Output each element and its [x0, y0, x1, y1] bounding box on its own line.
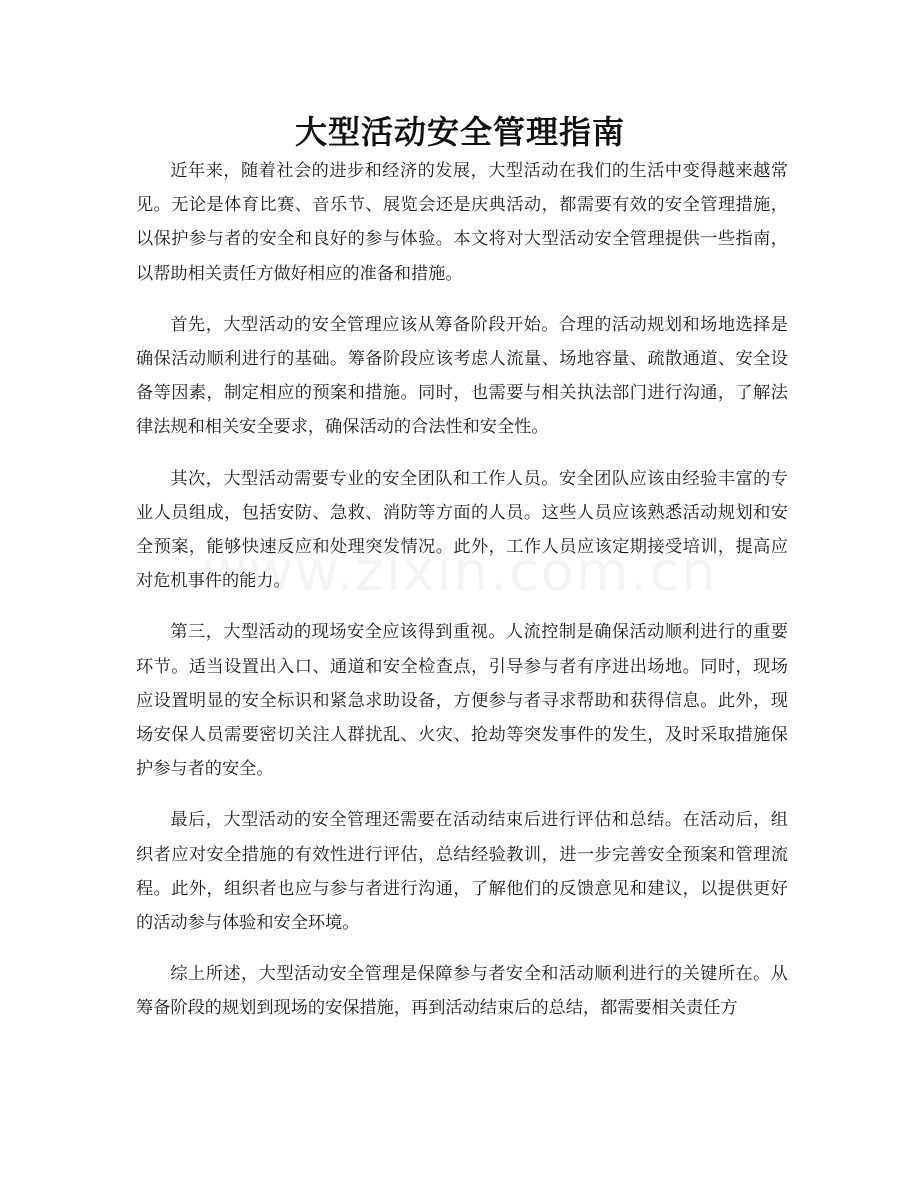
- paragraph-summary: 综上所述，大型活动安全管理是保障参与者安全和活动顺利进行的关键所在。从筹备阶段的规划到现场的安保措施，再到活动结束后的总结，都需要相关责任方: [136, 964, 788, 1019]
- document-body: [136, 154, 788, 1043]
- paragraph-onsite-safety: 第三，大型活动的现场安全应该得到重视。人流控制是确保活动顺利进行的重要环节。适当设置出入口、通道和安全检查点，引导参与者有序进出场地。同时，现场应设置明显的安全标识和紧急求助设备，方便参与者寻求帮助和获得信息。此外，现场安保人员需要密切关注人群扰乱、火灾、抢劫等突发事件的发生，及时采取措施保护参与者的安全。: [136, 622, 788, 780]
- paragraph-intro: 近年来，随着社会的进步和经济的发展，大型活动在我们的生活中变得越来越常见。无论是体育比赛、音乐节、展览会还是庆典活动，都需要有效的安全管理措施，以保护参与者的安全和良好的参与体验。本文将对大型活动安全管理提供一些指南，以帮助相关责任方做好相应的准备和措施。: [136, 161, 788, 284]
- paragraph-security-team: 其次，大型活动需要专业的安全团队和工作人员。安全团队应该由经验丰富的专业人员组成，包括安防、急救、消防等方面的人员。这些人员应该熟悉活动规划和安全预案，能够快速反应和处理突发情况。此外，工作人员应该定期接受培训，提高应对危机事件的能力。: [136, 468, 788, 592]
- paragraph-preparation: 首先，大型活动的安全管理应该从筹备阶段开始。合理的活动规划和场地选择是确保活动顺利进行的基础。筹备阶段应该考虑人流量、场地容量、疏散通道、安全设备等因素，制定相应的预案和措施。同时，也需要与相关执法部门进行沟通，了解法律法规和相关安全要求，确保活动的合法性和安全性。: [136, 314, 788, 438]
- paragraph-evaluation: 最后，大型活动的安全管理还需要在活动结束后进行评估和总结。在活动后，组织者应对安全措施的有效性进行评估，总结经验教训，进一步完善安全预案和管理流程。此外，组织者也应与参与者进行沟通，了解他们的反馈意见和建议，以提供更好的活动参与体验和安全环境。: [136, 810, 788, 934]
- page-title: 大型活动安全管理指南: [294, 113, 625, 151]
